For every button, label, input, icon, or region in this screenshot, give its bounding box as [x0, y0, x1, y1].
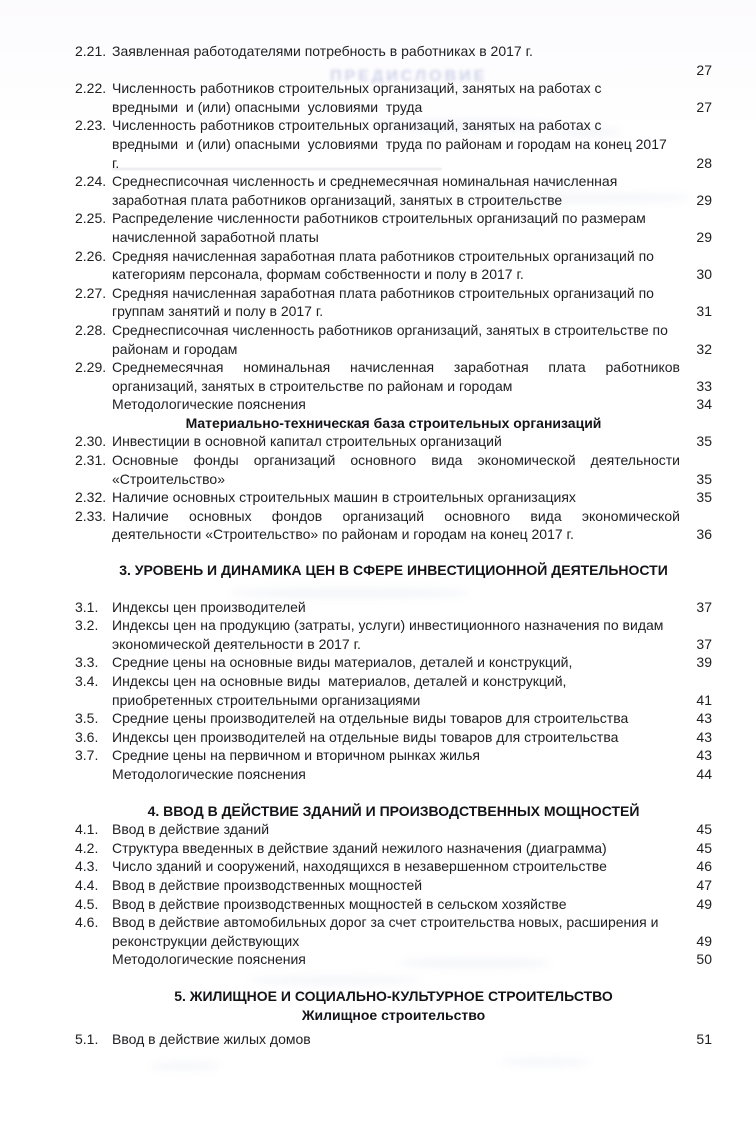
entry-title [112, 598, 680, 617]
entry-number: 2.21. [75, 43, 107, 59]
entry-line: вредными и (или) опасными условиями труда по районам и городам на конец 2017 [112, 135, 667, 152]
entry-line: Структура введенных в действие зданий нежилого назначения (диаграмма) [112, 839, 607, 856]
entry-line: Средние цены на основные виды материалов, деталей и конструкций, [112, 654, 573, 671]
page-number: 37 [696, 598, 712, 615]
entry-number: 2.26. [75, 247, 107, 264]
entry-number: 2.25. [75, 210, 107, 227]
entry-line: Методологические пояснения [112, 765, 306, 782]
entry-title [112, 728, 680, 747]
page-number: 27 [696, 61, 712, 78]
entry-title [112, 746, 680, 765]
toc-entry [75, 507, 712, 544]
toc-entry [75, 247, 712, 284]
entry-number: 4.5. [75, 895, 99, 912]
page-number: 49 [696, 895, 712, 912]
page-number: 35 [696, 470, 712, 487]
entry-number: 2.32. [75, 489, 107, 506]
entry-line: Инвестиции в основной капитал строительных организаций [112, 433, 502, 450]
page-number: 35 [696, 433, 712, 450]
toc-entry [75, 746, 712, 765]
entry-line: Индексы цен на основные виды материалов, деталей и конструкций, [112, 673, 567, 689]
entry-line: Среднесписочная численность и среднемесячная номинальная начисленная [112, 173, 618, 190]
showthrough-smudge [500, 1058, 590, 1066]
entry-title [112, 321, 680, 358]
toc-entry [75, 876, 712, 895]
entry-title [112, 765, 680, 784]
page-number: 36 [696, 526, 712, 543]
entry-line: Ввод в действие жилых домов [112, 1031, 311, 1048]
toc-entry [75, 432, 712, 451]
entry-line: Средняя начисленная заработная плата работников строительных организаций по [112, 247, 654, 264]
entry-title [112, 913, 680, 950]
page-number: 49 [696, 932, 712, 949]
entry-line: Среднемесячная номинальная начисленная заработная плата работников [112, 359, 680, 376]
entry-number: 4.3. [75, 858, 99, 875]
toc-entry [75, 820, 712, 839]
entry-number: 4.1. [75, 821, 99, 838]
entry-title [112, 395, 680, 414]
entry-title [112, 451, 680, 488]
entry-line: экономической деятельности в 2017 г. [112, 635, 361, 652]
entry-title [112, 79, 680, 116]
toc-entry [75, 616, 712, 653]
entry-number: 2.22. [75, 80, 107, 97]
entry-number: 3.5. [75, 710, 99, 727]
entry-line: г. [112, 154, 120, 171]
page-number: 50 [696, 951, 712, 968]
spacer [75, 969, 712, 987]
spacer [75, 544, 712, 561]
entry-line [112, 61, 680, 80]
page-number: 33 [696, 377, 712, 394]
entry-number: 3.7. [75, 747, 99, 764]
entry-line: Ввод в действие зданий [112, 821, 270, 838]
page-number: 45 [696, 839, 712, 856]
toc-entry [75, 209, 712, 246]
toc-entry [75, 895, 712, 914]
toc-entry [75, 42, 712, 79]
entry-line: Основные фонды организаций основного вида экономической деятельности [112, 452, 680, 469]
entry-title [112, 616, 680, 653]
entry-number: 2.24. [75, 173, 107, 190]
entry-line: Число зданий и сооружений, находящихся в незавершенном строительстве [112, 858, 607, 875]
page-number: 51 [696, 1031, 712, 1048]
entry-number: 3.2. [75, 617, 99, 634]
entry-title [112, 116, 680, 172]
toc-entry [75, 488, 712, 507]
entry-line: организаций, занятых в строительстве по районам и городам [112, 377, 513, 394]
toc-entry [75, 451, 712, 488]
entry-number: 4.2. [75, 839, 99, 856]
entry-title [112, 950, 680, 969]
section-heading: 5. ЖИЛИЩНОЕ И СОЦИАЛЬНО-КУЛЬТУРНОЕ СТРОИТЕЛЬСТВО [174, 987, 613, 1004]
page-number: 28 [696, 154, 712, 171]
entry-title [112, 358, 680, 395]
toc-entry [75, 172, 712, 209]
entry-number: 3.1. [75, 598, 99, 615]
toc-entry [75, 913, 712, 950]
entry-title [112, 1030, 680, 1049]
toc-entry [75, 116, 712, 172]
entry-title [112, 209, 680, 246]
toc-entry [75, 709, 712, 728]
entry-title [112, 284, 680, 321]
entry-line: заработная плата работников организаций, занятых в строительстве [112, 191, 563, 208]
entry-line: Наличие основных фондов организаций основного вида экономической [112, 507, 680, 524]
entry-line: Индексы цен на продукцию (затраты, услуги) инвестиционного назначения по видам [112, 617, 664, 634]
entry-title [112, 653, 680, 672]
entry-line: вредными и (или) опасными условиями труда [112, 98, 423, 115]
entry-title [112, 839, 680, 858]
page-number: 30 [696, 266, 712, 283]
entry-title [112, 857, 680, 876]
entry-number: 4.4. [75, 876, 99, 893]
entry-line: Ввод в действие производственных мощностей в сельском хозяйстве [112, 895, 567, 912]
toc-entry [75, 765, 712, 784]
toc-entry [75, 358, 712, 395]
entry-title [112, 895, 680, 914]
entry-line: Индексы цен производителей на отдельные виды товаров для строительства [112, 728, 619, 745]
page-number: 32 [696, 340, 712, 357]
entry-line: Средние цены на первичном и вторичном рынках жилья [112, 747, 480, 764]
subsection-heading: Материально-техническая база строительных организаций [185, 414, 602, 431]
entry-line: деятельности «Строительство» по районам и городам на конец 2017 г. [112, 526, 574, 543]
entry-line: группам занятий и полу в 2017 г. [112, 303, 324, 320]
page-number: 34 [696, 396, 712, 413]
entry-line: «Строительство» [112, 470, 226, 487]
page-number: 43 [696, 728, 712, 745]
entry-line: приобретенных строительными организациями [112, 691, 421, 708]
page-number: 35 [696, 489, 712, 506]
entry-line: Средняя начисленная заработная плата работников строительных организаций по [112, 284, 654, 301]
entry-title [112, 672, 680, 709]
entry-number: 2.23. [75, 117, 107, 134]
page-number: 41 [696, 691, 712, 708]
entry-number: 2.27. [75, 284, 107, 301]
page-number: 47 [696, 876, 712, 893]
showthrough-smudge [150, 1062, 220, 1070]
entry-title [112, 172, 680, 209]
entry-line: реконструкции действующих [112, 932, 300, 949]
page-number: 44 [696, 765, 712, 782]
toc-entry [75, 79, 712, 116]
toc-entry [75, 950, 712, 969]
toc-entry [75, 672, 712, 709]
page-number: 46 [696, 858, 712, 875]
toc-entry [75, 728, 712, 747]
entry-number: 2.31. [75, 452, 107, 469]
toc-entry [75, 284, 712, 321]
page-number: 43 [696, 710, 712, 727]
page-number: 39 [696, 654, 712, 671]
subsection-heading: Жилищное строительство [301, 1006, 486, 1023]
entry-line: Ввод в действие автомобильных дорог за счет строительства новых, расширения и [112, 914, 659, 931]
entry-line: районам и городам [112, 340, 238, 357]
entry-number: 3.4. [75, 673, 99, 689]
entry-line: Среднесписочная численность работников организаций, занятых в строительстве по [112, 321, 668, 338]
entry-title [112, 876, 680, 895]
spacer [75, 580, 712, 598]
toc-entry [75, 598, 712, 617]
entry-line: Ввод в действие производственных мощностей [112, 876, 423, 893]
toc-entry [75, 321, 712, 358]
entry-number: 2.33. [75, 507, 107, 524]
page-number: 31 [696, 303, 712, 320]
toc-entry [75, 1030, 712, 1049]
entry-line: Наличие основных строительных машин в строительных организациях [112, 489, 576, 506]
entry-line: начисленной заработной платы [112, 228, 319, 245]
entry-line: категориям персонала, формам собственности и полу в 2017 г. [112, 266, 524, 283]
page-number: 45 [696, 821, 712, 838]
entry-line: Средние цены производителей на отдельные виды товаров для строительства [112, 710, 629, 727]
entry-number: 2.28. [75, 321, 107, 338]
entry-title [112, 709, 680, 728]
page-number: 29 [696, 191, 712, 208]
page-number: 29 [696, 228, 712, 245]
entry-line: Заявленная работодателями потребность в работниках в 2017 г. [112, 43, 533, 59]
entry-line: Методологические пояснения [112, 951, 306, 968]
entry-line: Методологические пояснения [112, 396, 306, 413]
entry-number: 4.6. [75, 914, 99, 931]
entry-title [112, 820, 680, 839]
entry-title [112, 488, 680, 507]
entry-title [112, 247, 680, 284]
toc-entry [75, 395, 712, 414]
section-heading: 4. ВВОД В ДЕЙСТВИЕ ЗДАНИЙ И ПРОИЗВОДСТВЕННЫХ МОЩНОСТЕЙ [147, 802, 640, 819]
showthrough-title-ghost: ПРЕДИСЛОВИЕ [330, 68, 488, 85]
entry-title [112, 42, 680, 79]
page-number: 27 [696, 98, 712, 115]
entry-line: Численность работников строительных организаций, занятых на работах с [112, 80, 602, 97]
entry-number: 2.30. [75, 433, 107, 450]
spacer [75, 784, 712, 802]
entry-number: 2.29. [75, 359, 107, 376]
page-number: 43 [696, 747, 712, 764]
entry-title [112, 432, 680, 451]
toc-entry [75, 857, 712, 876]
toc-entry [75, 653, 712, 672]
entry-line: Распределение численности работников строительных организаций по размерам [112, 210, 646, 227]
entry-line: Индексы цен производителей [112, 598, 306, 615]
entry-line: Численность работников строительных организаций, занятых на работах с [112, 117, 602, 134]
entry-number: 5.1. [75, 1031, 99, 1048]
entry-title [112, 507, 680, 544]
section-heading: 3. УРОВЕНЬ И ДИНАМИКА ЦЕН В СФЕРЕ ИНВЕСТИЦИОННОЙ ДЕЯТЕЛЬНОСТИ [119, 562, 668, 579]
entry-number: 3.3. [75, 654, 99, 671]
page-number: 37 [696, 635, 712, 652]
entry-number: 3.6. [75, 728, 99, 745]
table-of-contents [75, 42, 712, 1049]
toc-entry [75, 839, 712, 858]
